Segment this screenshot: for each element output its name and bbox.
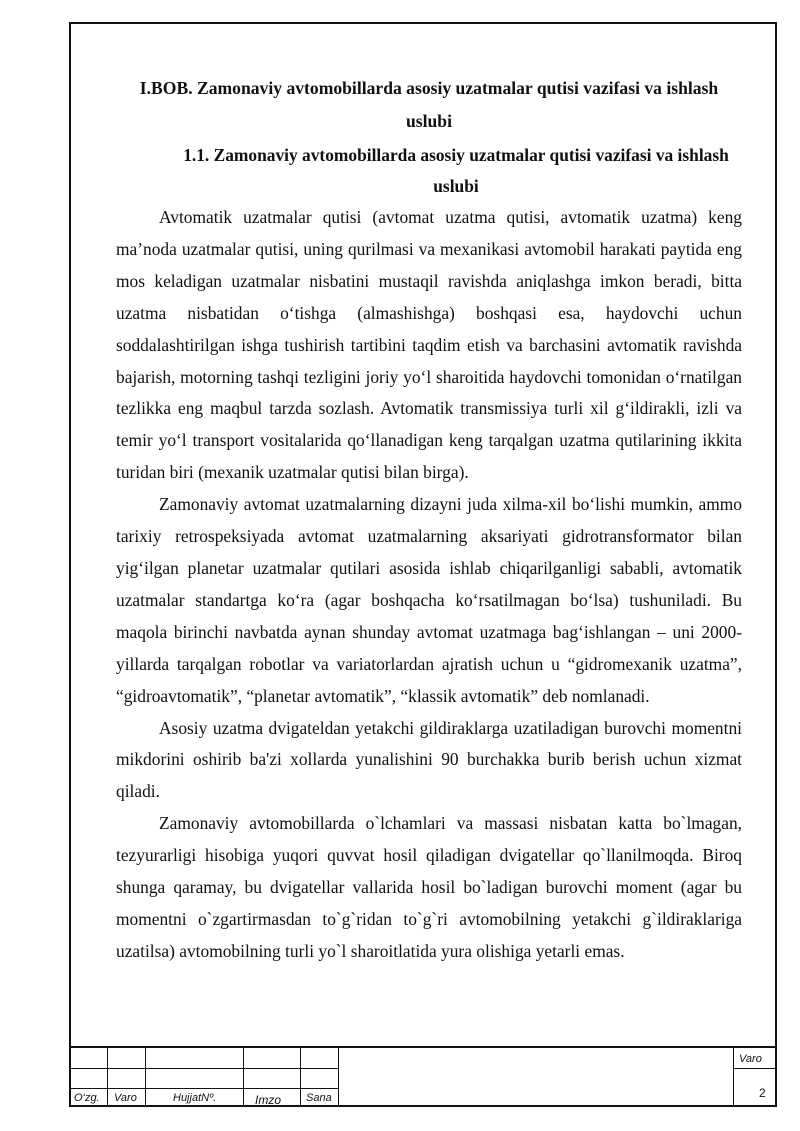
- paragraph-4: Zamonaviy avtomobillarda o`lchamlari va massasi nisbatan katta bo`lmagan, tezyurarligi hisobiga yuqori quvvat hosil qiladigan dvigatellar qo`llanilmoqda. Biroq shunga qaramay, bu dvigatellar vallarida hosil bo`ladigan burovchi moment (agar bu momentni o`zgartirmasdan to`g`ridan to`g`ri avtomobilning yetakchi g`ildiraklariga uzatilsa) avtomobilning turli yo`l sharoitlatida yura olishiga yetarli emas.: [116, 813, 742, 961]
- document-body: [116, 72, 742, 968]
- paragraph-1: Avtomatik uzatmalar qutisi (avtomat uzatma qutisi, avtomatik uzatma) keng ma’noda uzatmalar qutisi, uning qurilmasi va mexanikasi avtomobil harakati paytida eng mos keladigan uzatmalar nisbatini mustaqil ravishda aniqlashga imkon beradi, bitta uzatma nisbatidan o‘tishga (almashishga) boshqasi esa, haydovchi uchun soddalashtirilgan ishga tushirish tartibini taqdim etish va barchasini avtomatik ravishda bajarish, motorning tashqi tezligini joriy yo‘l sharoitida haydovchi tomonidan o‘rnatilgan tezlikka eng maqbul tarzda sozlash. Avtomatik transmissiya turli xil g‘ildirakli, izli va temir yo‘l transport vositalarida qo‘llanadigan keng tarqalgan uzatma qutilarining ikkita turidan biri (mexanik uzatmalar qutisi bilan birga).: [116, 207, 742, 483]
- page-number: 2: [759, 1086, 766, 1100]
- paragraph-2: Zamonaviy avtomat uzatmalarning dizayni juda xilma-xil bo‘lishi mumkin, ammo tarixiy retrospeksiyada avtomat uzatmalarning aksariyati gidrotransformator bilan yig‘ilgan planetar uzatmalar qutilari asosida ishlab chiqarilganligi sababli, avtomatik uzatmalar standartga ko‘ra (agar boshqacha ko‘rsatilmagan bo‘lsa) tushuniladi. Bu maqola birinchi navbatda aynan shunday avtomat uzatmaga bag‘ishlangan – uni 2000-yillarda tarqalgan robotlar va variatorlardan ajratish uchun u “gidromexanik uzatma”, “gidroavtomatik”, “planetar avtomatik”, “klassik avtomatik” deb nomlanadi.: [116, 494, 742, 706]
- section-heading: 1.1. Zamonaviy avtomobillarda asosiy uzatmalar qutisi vazifasi va ishlash uslubi: [183, 145, 729, 196]
- chapter-heading: I.BOB. Zamonaviy avtomobillarda asosiy uzatmalar qutisi vazifasi va ishlash uslubi: [139, 78, 719, 131]
- stamp-label-ozg: O‘zg.: [74, 1092, 100, 1104]
- stamp-label-varo: Varo: [114, 1092, 137, 1104]
- paragraph-3: Asosiy uzatma dvigateldan yetakchi gildiraklarga uzatiladigan burovchi momentni mikdorini oshirib ba'zi xollarda yunalishini 90 burchakka burib berish uchun xizmat qiladi.: [116, 717, 742, 802]
- stamp-label-hujjat: HujjatNº.: [173, 1092, 217, 1104]
- stamp-label-page: Varo: [739, 1053, 762, 1065]
- stamp-label-imzo: Imzo: [255, 1093, 282, 1107]
- stamp-label-sana: Sana: [306, 1092, 332, 1104]
- title-block: [69, 1046, 777, 1107]
